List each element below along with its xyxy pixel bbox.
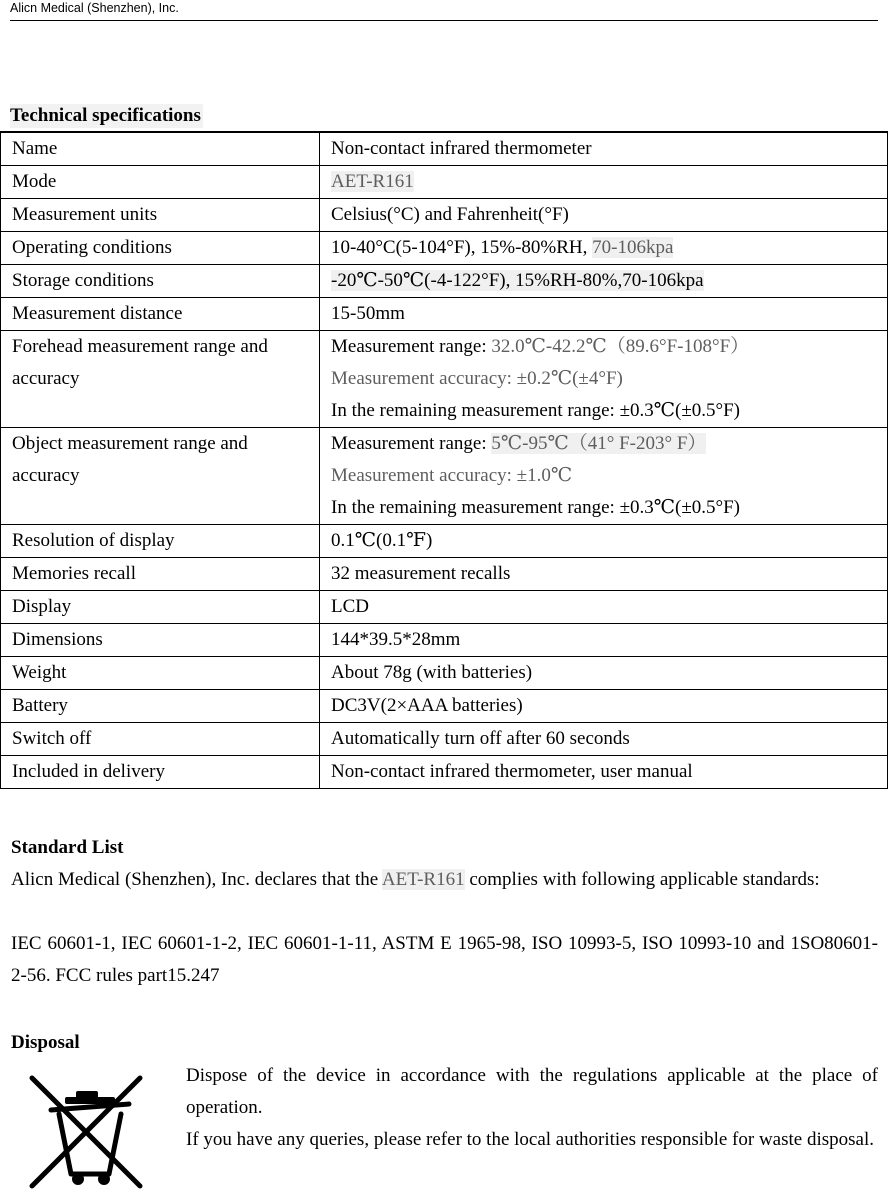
spec-value-segment: 5℃-95℃（41° F-203° F） xyxy=(491,433,707,454)
spec-key: Name xyxy=(1,132,320,166)
spec-row xyxy=(1,331,888,428)
spec-key: Measurement units xyxy=(1,199,320,232)
standards-intro-after: complies with following applicable standards: xyxy=(464,869,820,890)
spec-value-line xyxy=(331,657,879,689)
spec-key: Resolution of display xyxy=(1,525,320,558)
spec-value-segment: 32.0℃-42.2℃（89.6°F-108°F） xyxy=(491,336,750,357)
spec-row xyxy=(1,723,888,756)
spec-value xyxy=(320,232,888,265)
spec-value-line xyxy=(331,395,879,427)
disposal-text-2: If you have any queries, please refer to the local authorities responsible for waste disposal. xyxy=(186,1129,874,1150)
spec-value-segment: Measurement accuracy: ±1.0℃ xyxy=(331,465,573,486)
spec-value xyxy=(320,723,888,756)
spec-value xyxy=(320,331,888,428)
spec-value-segment: Measurement range: xyxy=(331,336,492,357)
spec-value-segment: About 78g (with batteries) xyxy=(331,662,533,683)
spec-key: Object measurement range and accuracy xyxy=(1,428,320,525)
spec-value xyxy=(320,624,888,657)
spec-key: Mode xyxy=(1,166,320,199)
spec-value-segment: Non-contact infrared thermometer xyxy=(331,138,592,159)
spec-row xyxy=(1,428,888,525)
spec-title: Technical specifications xyxy=(10,105,201,126)
spec-value-segment: 10-40°C(5-104°F), 15%-80%RH, xyxy=(331,237,593,258)
spec-value xyxy=(320,428,888,525)
spec-value-segment: DC3V(2×AAA batteries) xyxy=(331,695,523,716)
spec-value-segment: Measurement accuracy: ±0.2℃(±4°F) xyxy=(331,368,623,389)
spec-value-segment: 144*39.5*28mm xyxy=(331,629,461,650)
spec-key: Storage conditions xyxy=(1,265,320,298)
spec-value-segment: LCD xyxy=(331,596,369,617)
spec-value-line xyxy=(331,690,879,722)
spec-value xyxy=(320,558,888,591)
spec-value-line xyxy=(331,591,879,623)
spec-key: Switch off xyxy=(1,723,320,756)
spec-value-line xyxy=(331,492,879,524)
spec-value-line xyxy=(331,525,879,557)
spec-value xyxy=(320,690,888,723)
spec-value-line xyxy=(331,199,879,231)
spec-key: Measurement distance xyxy=(1,298,320,331)
standard-list-heading: Standard List xyxy=(11,837,124,858)
spec-row xyxy=(1,132,888,166)
spec-key: Battery xyxy=(1,690,320,723)
spec-value-segment: Automatically turn off after 60 seconds xyxy=(331,728,630,749)
spec-value-segment: 15-50mm xyxy=(331,303,405,324)
header-company: Alicn Medical (Shenzhen), Inc. xyxy=(10,1,179,15)
spec-value-line xyxy=(331,133,879,165)
spec-row xyxy=(1,298,888,331)
standards-intro-before: Alicn Medical (Shenzhen), Inc. declares that the xyxy=(11,869,382,890)
spec-row xyxy=(1,558,888,591)
spec-value xyxy=(320,756,888,789)
spec-key: Weight xyxy=(1,657,320,690)
spec-value-line xyxy=(331,428,879,460)
spec-value-line xyxy=(331,460,879,492)
spec-value-segment: In the remaining measurement range: ±0.3℃(±0.5°F) xyxy=(331,497,741,518)
spec-value xyxy=(320,132,888,166)
spec-key: Dimensions xyxy=(1,624,320,657)
spec-value-segment: Celsius(°C) and Fahrenheit(°F) xyxy=(331,204,569,225)
spec-value-segment: 70-106kpa xyxy=(592,237,674,258)
spec-value-segment: AET-R161 xyxy=(331,171,414,192)
spec-value xyxy=(320,199,888,232)
spec-value xyxy=(320,166,888,199)
spec-row xyxy=(1,690,888,723)
disposal-heading: Disposal xyxy=(11,1032,80,1053)
spec-key: Operating conditions xyxy=(1,232,320,265)
spec-row xyxy=(1,591,888,624)
spec-value xyxy=(320,591,888,624)
spec-value-line xyxy=(331,756,879,788)
spec-value-segment: 32 measurement recalls xyxy=(331,563,511,584)
spec-value-segment: 0.1℃(0.1℉) xyxy=(331,530,433,551)
spec-value-line xyxy=(331,298,879,330)
page-header xyxy=(10,0,878,21)
spec-value-line xyxy=(331,363,879,395)
spec-value-segment: Measurement range: xyxy=(331,433,492,454)
spec-value xyxy=(320,298,888,331)
disposal-text-1: Dispose of the device in accordance with the regulations applicable at the place of operation. xyxy=(186,1065,878,1118)
spec-row xyxy=(1,232,888,265)
spec-value-line xyxy=(331,166,879,198)
spec-value-segment: Non-contact infrared thermometer, user manual xyxy=(331,761,693,782)
spec-value-line xyxy=(331,624,879,656)
spec-row xyxy=(1,199,888,232)
spec-value-line xyxy=(331,331,879,363)
spec-key: Display xyxy=(1,591,320,624)
crossed-out-wheelie-bin-icon xyxy=(26,1070,148,1192)
spec-value xyxy=(320,265,888,298)
spec-value-segment: -20℃-50℃(-4-122°F), 15%RH-80%,70-106kpa xyxy=(331,270,704,291)
spec-table xyxy=(0,131,888,789)
spec-value-line xyxy=(331,265,879,297)
spec-key: Included in delivery xyxy=(1,756,320,789)
spec-row xyxy=(1,166,888,199)
spec-row xyxy=(1,525,888,558)
spec-value-line xyxy=(331,558,879,590)
spec-value-line xyxy=(331,723,879,755)
spec-row xyxy=(1,756,888,789)
spec-key: Forehead measurement range and accuracy xyxy=(1,331,320,428)
spec-value xyxy=(320,525,888,558)
standards-list: IEC 60601-1, IEC 60601-1-2, IEC 60601-1-11, ASTM E 1965-98, ISO 10993-5, ISO 10993-10 and 1SO80601-2-56. FCC rules part15.247 xyxy=(11,933,878,986)
spec-row xyxy=(1,624,888,657)
standards-intro xyxy=(11,864,878,896)
spec-value-line xyxy=(331,232,879,264)
spec-row xyxy=(1,265,888,298)
spec-key: Memories recall xyxy=(1,558,320,591)
spec-row xyxy=(1,657,888,690)
spec-value-segment: In the remaining measurement range: ±0.3℃(±0.5°F) xyxy=(331,400,741,421)
standards-model: AET-R161 xyxy=(381,869,465,890)
spec-value xyxy=(320,657,888,690)
